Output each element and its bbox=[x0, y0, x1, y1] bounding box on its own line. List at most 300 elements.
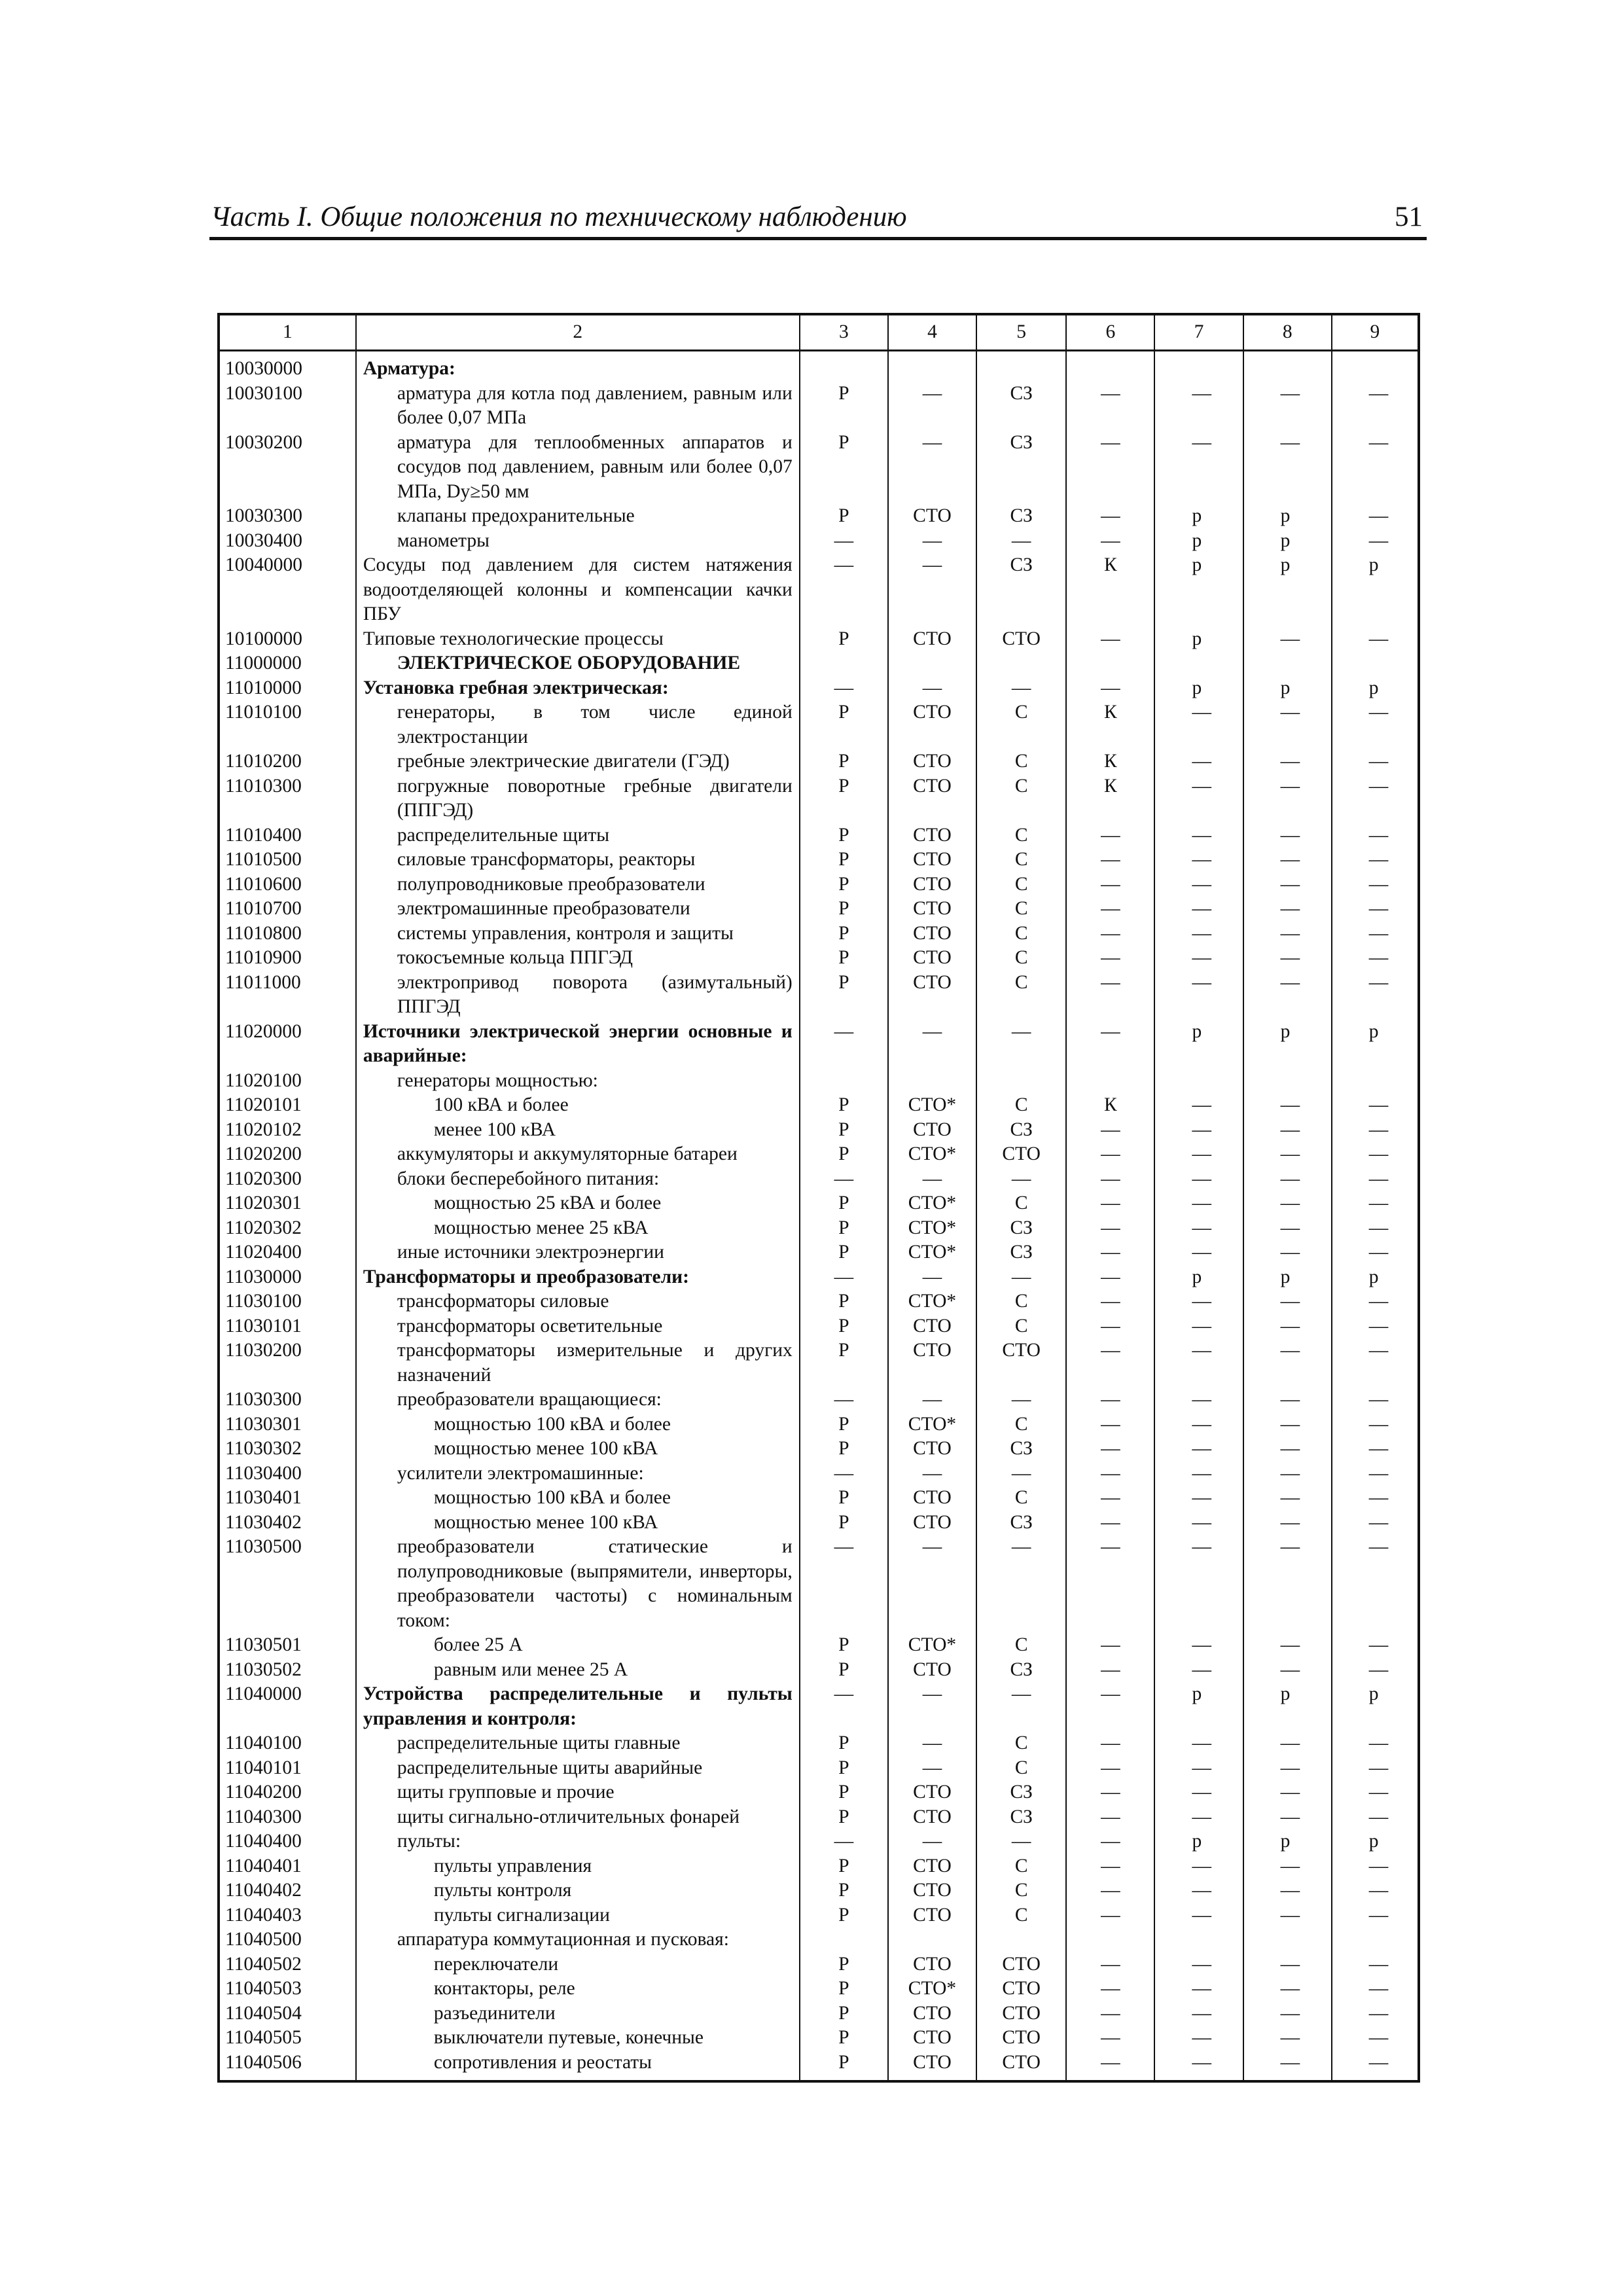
mark-cell-col-9: — bbox=[1332, 1462, 1419, 1486]
item-code: 11040300 bbox=[219, 1805, 356, 1830]
mark-cell-col-6: — bbox=[1066, 2001, 1154, 2026]
mark-cell-col-4: СТО bbox=[888, 946, 976, 971]
item-name: пульты сигнализации bbox=[356, 1903, 800, 1928]
mark-cell-col-9: р bbox=[1332, 676, 1419, 701]
table-row bbox=[219, 1535, 1419, 1633]
table-row bbox=[219, 946, 1419, 971]
table-row bbox=[219, 774, 1419, 823]
mark-cell-col-9: — bbox=[1332, 1338, 1419, 1388]
item-code: 10030400 bbox=[219, 529, 356, 554]
mark-cell-col-4: СТО bbox=[888, 1805, 976, 1830]
mark-cell-col-7: — bbox=[1154, 774, 1243, 823]
item-name: мощностью 25 кВА и более bbox=[356, 1191, 800, 1216]
mark-cell-col-4: СТО bbox=[888, 2026, 976, 2051]
mark-cell-col-4: СТО bbox=[888, 1314, 976, 1339]
item-code: 11020101 bbox=[219, 1093, 356, 1118]
item-code: 11010300 bbox=[219, 774, 356, 823]
mark-cell-col-9: — bbox=[1332, 1314, 1419, 1339]
table-row bbox=[219, 1854, 1419, 1879]
mark-cell-col-7: — bbox=[1154, 897, 1243, 922]
mark-cell-col-9: — bbox=[1332, 529, 1419, 554]
mark-cell-col-5: СЗ bbox=[976, 1658, 1066, 1683]
item-name: электропривод поворота (азимутальный) ППГЭД bbox=[356, 971, 800, 1020]
table-row bbox=[219, 1314, 1419, 1339]
mark-cell-col-9 bbox=[1332, 1069, 1419, 1094]
mark-cell-col-8: — bbox=[1243, 1314, 1332, 1339]
mark-cell-col-9: — bbox=[1332, 946, 1419, 971]
mark-cell-col-9: — bbox=[1332, 872, 1419, 897]
mark-cell-col-9: р bbox=[1332, 553, 1419, 627]
item-code: 11020301 bbox=[219, 1191, 356, 1216]
mark-cell-col-6: — bbox=[1066, 1486, 1154, 1511]
mark-cell-col-7: — bbox=[1154, 382, 1243, 431]
item-name: щиты сигнально-отличительных фонарей bbox=[356, 1805, 800, 1830]
mark-cell-col-5: С bbox=[976, 1191, 1066, 1216]
page-number: 51 bbox=[1395, 202, 1423, 232]
mark-cell-col-9: — bbox=[1332, 700, 1419, 749]
table-row bbox=[219, 504, 1419, 529]
mark-cell-col-9: — bbox=[1332, 1167, 1419, 1192]
mark-cell-col-7: — bbox=[1154, 1903, 1243, 1928]
table-row bbox=[219, 1069, 1419, 1094]
mark-cell-col-4: СТО bbox=[888, 1878, 976, 1903]
item-code: 11010100 bbox=[219, 700, 356, 749]
mark-cell-col-4: — bbox=[888, 676, 976, 701]
item-code: 11030402 bbox=[219, 1511, 356, 1535]
mark-cell-col-5: С bbox=[976, 872, 1066, 897]
mark-cell-col-5: — bbox=[976, 676, 1066, 701]
table-row bbox=[219, 1780, 1419, 1805]
mark-cell-col-8: — bbox=[1243, 946, 1332, 971]
mark-cell-col-7: р bbox=[1154, 1829, 1243, 1854]
mark-cell-col-3: Р bbox=[800, 1731, 888, 1756]
mark-cell-col-5 bbox=[976, 651, 1066, 676]
mark-cell-col-6: — bbox=[1066, 1167, 1154, 1192]
item-code: 11010800 bbox=[219, 922, 356, 946]
item-name: трансформаторы измерительные и других назначений bbox=[356, 1338, 800, 1388]
mark-cell-col-5: — bbox=[976, 1388, 1066, 1412]
item-name: токосъемные кольца ППГЭД bbox=[356, 946, 800, 971]
mark-cell-col-8: — bbox=[1243, 382, 1332, 431]
mark-cell-col-9: — bbox=[1332, 1289, 1419, 1314]
mark-cell-col-7: р bbox=[1154, 504, 1243, 529]
mark-cell-col-9: — bbox=[1332, 1486, 1419, 1511]
mark-cell-col-6 bbox=[1066, 651, 1154, 676]
mark-cell-col-7 bbox=[1154, 651, 1243, 676]
table-row bbox=[219, 676, 1419, 701]
mark-cell-col-9: — bbox=[1332, 2001, 1419, 2026]
item-code: 11030502 bbox=[219, 1658, 356, 1683]
mark-cell-col-5: СЗ bbox=[976, 1511, 1066, 1535]
mark-cell-col-3 bbox=[800, 1928, 888, 1952]
mark-cell-col-5: СТО bbox=[976, 2001, 1066, 2026]
mark-cell-col-3: Р bbox=[800, 749, 888, 774]
item-name: распределительные щиты главные bbox=[356, 1731, 800, 1756]
mark-cell-col-3: — bbox=[800, 1462, 888, 1486]
mark-cell-col-3: Р bbox=[800, 1216, 888, 1241]
mark-cell-col-6: — bbox=[1066, 1903, 1154, 1928]
mark-cell-col-9: — bbox=[1332, 504, 1419, 529]
mark-cell-col-8: — bbox=[1243, 1486, 1332, 1511]
mark-cell-col-4: СТО bbox=[888, 872, 976, 897]
mark-cell-col-8: — bbox=[1243, 971, 1332, 1020]
item-code: 11020200 bbox=[219, 1142, 356, 1167]
table-row bbox=[219, 553, 1419, 627]
mark-cell-col-7: — bbox=[1154, 2001, 1243, 2026]
mark-cell-col-3: Р bbox=[800, 1658, 888, 1683]
mark-cell-col-8: — bbox=[1243, 749, 1332, 774]
mark-cell-col-7: — bbox=[1154, 1462, 1243, 1486]
item-code: 11030500 bbox=[219, 1535, 356, 1633]
mark-cell-col-4 bbox=[888, 651, 976, 676]
item-name: силовые трансформаторы, реакторы bbox=[356, 848, 800, 872]
item-name: щиты групповые и прочие bbox=[356, 1780, 800, 1805]
mark-cell-col-5: — bbox=[976, 1829, 1066, 1854]
mark-cell-col-7: — bbox=[1154, 1388, 1243, 1412]
mark-cell-col-4: — bbox=[888, 382, 976, 431]
mark-cell-col-5: СТО bbox=[976, 1977, 1066, 2001]
mark-cell-col-3: — bbox=[800, 1020, 888, 1069]
mark-cell-col-3: Р bbox=[800, 1191, 888, 1216]
mark-cell-col-3: Р bbox=[800, 946, 888, 971]
item-name: преобразователи вращающиеся: bbox=[356, 1388, 800, 1412]
mark-cell-col-7: — bbox=[1154, 971, 1243, 1020]
mark-cell-col-7: — bbox=[1154, 1805, 1243, 1830]
mark-cell-col-7: — bbox=[1154, 1780, 1243, 1805]
item-code: 10040000 bbox=[219, 553, 356, 627]
mark-cell-col-3: — bbox=[800, 1167, 888, 1192]
mark-cell-col-4: СТО bbox=[888, 1780, 976, 1805]
mark-cell-col-8: — bbox=[1243, 1338, 1332, 1388]
item-name: Типовые технологические процессы bbox=[356, 627, 800, 652]
mark-cell-col-9: — bbox=[1332, 848, 1419, 872]
mark-cell-col-6: К bbox=[1066, 700, 1154, 749]
mark-cell-col-4: СТО bbox=[888, 2001, 976, 2026]
mark-cell-col-3: Р bbox=[800, 823, 888, 848]
mark-cell-col-3: Р bbox=[800, 1952, 888, 1977]
item-code: 11040502 bbox=[219, 1952, 356, 1977]
mark-cell-col-9: — bbox=[1332, 2026, 1419, 2051]
mark-cell-col-4: СТО* bbox=[888, 1977, 976, 2001]
mark-cell-col-5: СТО bbox=[976, 2051, 1066, 2082]
mark-cell-col-6: — bbox=[1066, 382, 1154, 431]
mark-cell-col-7: — bbox=[1154, 848, 1243, 872]
mark-cell-col-8: — bbox=[1243, 1511, 1332, 1535]
mark-cell-col-7: — bbox=[1154, 872, 1243, 897]
mark-cell-col-6: — bbox=[1066, 1829, 1154, 1854]
mark-cell-col-5: С bbox=[976, 1633, 1066, 1658]
mark-cell-col-8: — bbox=[1243, 1412, 1332, 1437]
mark-cell-col-3: Р bbox=[800, 971, 888, 1020]
page-header bbox=[209, 196, 1427, 240]
mark-cell-col-5: С bbox=[976, 1314, 1066, 1339]
item-code: 11030301 bbox=[219, 1412, 356, 1437]
mark-cell-col-4: СТО bbox=[888, 2051, 976, 2082]
table-row bbox=[219, 382, 1419, 431]
mark-cell-col-6: — bbox=[1066, 1388, 1154, 1412]
mark-cell-col-9: — bbox=[1332, 1412, 1419, 1437]
mark-cell-col-5: С bbox=[976, 1756, 1066, 1781]
mark-cell-col-5: СТО bbox=[976, 1338, 1066, 1388]
mark-cell-col-7: р bbox=[1154, 676, 1243, 701]
mark-cell-col-7: — bbox=[1154, 749, 1243, 774]
item-name: клапаны предохранительные bbox=[356, 504, 800, 529]
mark-cell-col-4: СТО bbox=[888, 897, 976, 922]
running-title: Часть I. Общие положения по техническому наблюдению bbox=[211, 202, 907, 232]
mark-cell-col-5: — bbox=[976, 529, 1066, 554]
mark-cell-col-4: СТО* bbox=[888, 1216, 976, 1241]
mark-cell-col-4: СТО bbox=[888, 1437, 976, 1462]
mark-cell-col-5: СТО bbox=[976, 627, 1066, 652]
item-code: 11030200 bbox=[219, 1338, 356, 1388]
mark-cell-col-3: Р bbox=[800, 1486, 888, 1511]
table-row bbox=[219, 1952, 1419, 1977]
mark-cell-col-3: Р bbox=[800, 1977, 888, 2001]
item-name: гребные электрические двигатели (ГЭД) bbox=[356, 749, 800, 774]
item-code: 11030101 bbox=[219, 1314, 356, 1339]
mark-cell-col-7 bbox=[1154, 1928, 1243, 1952]
mark-cell-col-4: — bbox=[888, 431, 976, 505]
item-name: трансформаторы силовые bbox=[356, 1289, 800, 1314]
mark-cell-col-6: — bbox=[1066, 1142, 1154, 1167]
item-name: сопротивления и реостаты bbox=[356, 2051, 800, 2082]
mark-cell-col-4: СТО bbox=[888, 1338, 976, 1388]
mark-cell-col-5: СТО bbox=[976, 2026, 1066, 2051]
mark-cell-col-6: — bbox=[1066, 823, 1154, 848]
mark-cell-col-5: С bbox=[976, 922, 1066, 946]
mark-cell-col-4: — bbox=[888, 1462, 976, 1486]
item-name: 100 кВА и более bbox=[356, 1093, 800, 1118]
item-name: распределительные щиты аварийные bbox=[356, 1756, 800, 1781]
mark-cell-col-3: — bbox=[800, 553, 888, 627]
mark-cell-col-8: — bbox=[1243, 1191, 1332, 1216]
mark-cell-col-4: — bbox=[888, 1535, 976, 1633]
mark-cell-col-3: Р bbox=[800, 2051, 888, 2082]
mark-cell-col-3: Р bbox=[800, 1903, 888, 1928]
mark-cell-col-5: С bbox=[976, 1878, 1066, 1903]
mark-cell-col-3: Р bbox=[800, 1437, 888, 1462]
mark-cell-col-4: — bbox=[888, 553, 976, 627]
table-row bbox=[219, 1093, 1419, 1118]
mark-cell-col-8: — bbox=[1243, 1780, 1332, 1805]
mark-cell-col-6 bbox=[1066, 351, 1154, 382]
mark-cell-col-9: — bbox=[1332, 1977, 1419, 2001]
mark-cell-col-6: — bbox=[1066, 1289, 1154, 1314]
mark-cell-col-9: — bbox=[1332, 1388, 1419, 1412]
mark-cell-col-5: С bbox=[976, 1731, 1066, 1756]
mark-cell-col-5: С bbox=[976, 1854, 1066, 1879]
mark-cell-col-4: СТО bbox=[888, 1118, 976, 1143]
mark-cell-col-8: р bbox=[1243, 1020, 1332, 1069]
mark-cell-col-5: С bbox=[976, 848, 1066, 872]
table-row bbox=[219, 1437, 1419, 1462]
mark-cell-col-8 bbox=[1243, 651, 1332, 676]
table-row bbox=[219, 1829, 1419, 1854]
item-code: 11040506 bbox=[219, 2051, 356, 2082]
mark-cell-col-3: Р bbox=[800, 1412, 888, 1437]
mark-cell-col-7: — bbox=[1154, 1511, 1243, 1535]
mark-cell-col-6: — bbox=[1066, 1240, 1154, 1265]
mark-cell-col-8: — bbox=[1243, 1437, 1332, 1462]
table-row bbox=[219, 2026, 1419, 2051]
mark-cell-col-4: СТО* bbox=[888, 1412, 976, 1437]
item-name: мощностью 100 кВА и более bbox=[356, 1412, 800, 1437]
item-name: переключатели bbox=[356, 1952, 800, 1977]
mark-cell-col-8 bbox=[1243, 1069, 1332, 1094]
mark-cell-col-6: — bbox=[1066, 1216, 1154, 1241]
mark-cell-col-5: — bbox=[976, 1265, 1066, 1290]
mark-cell-col-9: р bbox=[1332, 1829, 1419, 1854]
mark-cell-col-9: — bbox=[1332, 922, 1419, 946]
item-name: Трансформаторы и преобразователи: bbox=[356, 1265, 800, 1290]
item-name: электромашинные преобразователи bbox=[356, 897, 800, 922]
mark-cell-col-4: — bbox=[888, 1731, 976, 1756]
item-name: ЭЛЕКТРИЧЕСКОЕ ОБОРУДОВАНИЕ bbox=[356, 651, 800, 676]
mark-cell-col-3: — bbox=[800, 529, 888, 554]
item-name: равным или менее 25 А bbox=[356, 1658, 800, 1683]
mark-cell-col-9: — bbox=[1332, 971, 1419, 1020]
column-header: 9 bbox=[1332, 314, 1419, 351]
mark-cell-col-8: — bbox=[1243, 1535, 1332, 1633]
mark-cell-col-7: — bbox=[1154, 1486, 1243, 1511]
table-row bbox=[219, 2001, 1419, 2026]
mark-cell-col-7: — bbox=[1154, 1878, 1243, 1903]
item-name: погружные поворотные гребные двигатели (ППГЭД) bbox=[356, 774, 800, 823]
table-row bbox=[219, 431, 1419, 505]
column-header: 7 bbox=[1154, 314, 1243, 351]
mark-cell-col-8: — bbox=[1243, 823, 1332, 848]
mark-cell-col-8: — bbox=[1243, 2051, 1332, 2082]
item-name: менее 100 кВА bbox=[356, 1118, 800, 1143]
mark-cell-col-3 bbox=[800, 351, 888, 382]
mark-cell-col-4: СТО* bbox=[888, 1191, 976, 1216]
mark-cell-col-6: — bbox=[1066, 1412, 1154, 1437]
mark-cell-col-9: — bbox=[1332, 749, 1419, 774]
mark-cell-col-3: Р bbox=[800, 1118, 888, 1143]
mark-cell-col-8 bbox=[1243, 351, 1332, 382]
mark-cell-col-7: — bbox=[1154, 1240, 1243, 1265]
table-row bbox=[219, 351, 1419, 382]
item-code: 11030400 bbox=[219, 1462, 356, 1486]
table-row bbox=[219, 627, 1419, 652]
mark-cell-col-5: С bbox=[976, 971, 1066, 1020]
mark-cell-col-9: — bbox=[1332, 431, 1419, 505]
mark-cell-col-8: р bbox=[1243, 553, 1332, 627]
table-row bbox=[219, 1167, 1419, 1192]
mark-cell-col-7: — bbox=[1154, 1191, 1243, 1216]
item-name: контакторы, реле bbox=[356, 1977, 800, 2001]
mark-cell-col-9: — bbox=[1332, 774, 1419, 823]
mark-cell-col-7 bbox=[1154, 1069, 1243, 1094]
mark-cell-col-6: — bbox=[1066, 1535, 1154, 1633]
mark-cell-col-8: — bbox=[1243, 774, 1332, 823]
mark-cell-col-9: — bbox=[1332, 1780, 1419, 1805]
table-row bbox=[219, 897, 1419, 922]
mark-cell-col-9: — bbox=[1332, 1216, 1419, 1241]
mark-cell-col-9: — bbox=[1332, 1191, 1419, 1216]
mark-cell-col-8: — bbox=[1243, 431, 1332, 505]
mark-cell-col-8: — bbox=[1243, 1216, 1332, 1241]
mark-cell-col-6: — bbox=[1066, 627, 1154, 652]
item-code: 11040503 bbox=[219, 1977, 356, 2001]
item-code: 11040200 bbox=[219, 1780, 356, 1805]
mark-cell-col-4: — bbox=[888, 1167, 976, 1192]
mark-cell-col-8: — bbox=[1243, 1952, 1332, 1977]
mark-cell-col-8: р bbox=[1243, 676, 1332, 701]
mark-cell-col-4: СТО bbox=[888, 749, 976, 774]
table-row bbox=[219, 1412, 1419, 1437]
mark-cell-col-8: — bbox=[1243, 627, 1332, 652]
mark-cell-col-6: К bbox=[1066, 1093, 1154, 1118]
mark-cell-col-8: — bbox=[1243, 1977, 1332, 2001]
mark-cell-col-8: — bbox=[1243, 1167, 1332, 1192]
mark-cell-col-7: р bbox=[1154, 529, 1243, 554]
mark-cell-col-6: — bbox=[1066, 1682, 1154, 1731]
table-row bbox=[219, 700, 1419, 749]
item-code: 11040000 bbox=[219, 1682, 356, 1731]
item-name: аппаратура коммутационная и пусковая: bbox=[356, 1928, 800, 1952]
mark-cell-col-3: Р bbox=[800, 700, 888, 749]
mark-cell-col-4: — bbox=[888, 1829, 976, 1854]
mark-cell-col-8: — bbox=[1243, 1805, 1332, 1830]
mark-cell-col-4: СТО* bbox=[888, 1093, 976, 1118]
mark-cell-col-7: — bbox=[1154, 1412, 1243, 1437]
mark-cell-col-9: — bbox=[1332, 1805, 1419, 1830]
mark-cell-col-9: р bbox=[1332, 1682, 1419, 1731]
mark-cell-col-4: СТО* bbox=[888, 1289, 976, 1314]
mark-cell-col-6: — bbox=[1066, 2026, 1154, 2051]
mark-cell-col-7: — bbox=[1154, 1289, 1243, 1314]
mark-cell-col-5: СЗ bbox=[976, 1437, 1066, 1462]
mark-cell-col-8: — bbox=[1243, 1142, 1332, 1167]
item-name: аккумуляторы и аккумуляторные батареи bbox=[356, 1142, 800, 1167]
table-row bbox=[219, 749, 1419, 774]
item-code: 11020302 bbox=[219, 1216, 356, 1241]
table-row bbox=[219, 1756, 1419, 1781]
mark-cell-col-4: — bbox=[888, 1020, 976, 1069]
mark-cell-col-9: — bbox=[1332, 1952, 1419, 1977]
mark-cell-col-9: — bbox=[1332, 1535, 1419, 1633]
mark-cell-col-4 bbox=[888, 1928, 976, 1952]
mark-cell-col-8: — bbox=[1243, 2001, 1332, 2026]
mark-cell-col-7: — bbox=[1154, 1535, 1243, 1633]
mark-cell-col-7: р bbox=[1154, 627, 1243, 652]
item-name: пульты: bbox=[356, 1829, 800, 1854]
equipment-table-container bbox=[217, 313, 1420, 2083]
mark-cell-col-7: — bbox=[1154, 1093, 1243, 1118]
mark-cell-col-5: С bbox=[976, 1903, 1066, 1928]
mark-cell-col-8: р bbox=[1243, 1265, 1332, 1290]
mark-cell-col-8: р bbox=[1243, 1829, 1332, 1854]
mark-cell-col-4: СТО bbox=[888, 1854, 976, 1879]
item-code: 11010700 bbox=[219, 897, 356, 922]
item-name: манометры bbox=[356, 529, 800, 554]
item-name: арматура для котла под давлением, равным или более 0,07 МПа bbox=[356, 382, 800, 431]
mark-cell-col-5: С bbox=[976, 897, 1066, 922]
mark-cell-col-7: р bbox=[1154, 1682, 1243, 1731]
mark-cell-col-6: — bbox=[1066, 1780, 1154, 1805]
mark-cell-col-6: — bbox=[1066, 1511, 1154, 1535]
mark-cell-col-3: — bbox=[800, 1682, 888, 1731]
item-code: 11000000 bbox=[219, 651, 356, 676]
table-row bbox=[219, 1216, 1419, 1241]
mark-cell-col-6: — bbox=[1066, 2051, 1154, 2082]
mark-cell-col-8: — bbox=[1243, 872, 1332, 897]
mark-cell-col-3: Р bbox=[800, 2001, 888, 2026]
mark-cell-col-7: — bbox=[1154, 946, 1243, 971]
item-code: 11020100 bbox=[219, 1069, 356, 1094]
mark-cell-col-7 bbox=[1154, 351, 1243, 382]
